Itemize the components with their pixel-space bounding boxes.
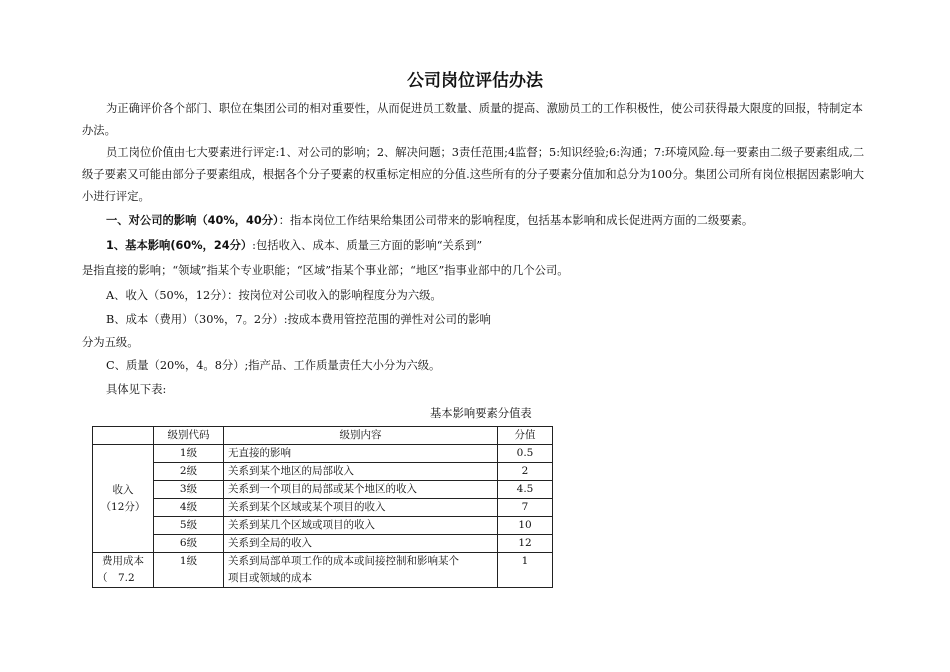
item-a-income: A、收入（50%，12分）：按岗位对公司收入的影响程度分为六级。	[106, 289, 442, 302]
intro-paragraph: 为正确评价各个部门、职位在集团公司的相对重要性，从而促进员工数量、质量的提高、激励员工的工作积极性，使公司获得最大限度的回报，特制定本办法。	[82, 102, 863, 137]
cost-label: 费用成本	[102, 555, 144, 567]
level-content: 关系到某个区域或某个项目的收入	[224, 499, 498, 517]
level-code: 6级	[154, 535, 224, 553]
score-table	[92, 426, 553, 588]
cost-category-cell	[93, 553, 154, 588]
level-content	[224, 553, 498, 588]
section-1-1-text: :包括收入、成本、质量三方面的影响“关系到”	[252, 239, 483, 252]
level-code: 1级	[154, 445, 224, 463]
header-cell-content: 级别内容	[224, 427, 498, 445]
table-row	[93, 499, 553, 517]
table-row	[93, 517, 553, 535]
level-value: 7	[498, 499, 553, 517]
page-title: 公司岗位评估办法	[407, 71, 543, 91]
level-code: 2级	[154, 463, 224, 481]
section-1	[106, 212, 753, 230]
income-category-cell	[93, 445, 154, 553]
level-value: 1	[498, 553, 553, 588]
table-row	[93, 535, 553, 553]
table-row	[93, 463, 553, 481]
detail-note: 具体见下表:	[106, 383, 167, 396]
level-value: 2	[498, 463, 553, 481]
level-code: 5级	[154, 517, 224, 535]
level-content: 无直接的影响	[224, 445, 498, 463]
level-content-line-1: 关系到局部单项工作的成本或间接控制和影响某个	[228, 555, 459, 567]
level-value: 10	[498, 517, 553, 535]
level-content: 关系到某个地区的局部收入	[224, 463, 498, 481]
cost-score: （ 7.2	[97, 572, 135, 584]
table-header-row	[93, 427, 553, 445]
header-cell-blank	[93, 427, 154, 445]
section-1-1-heading: 1、基本影响(60%，24分）	[106, 239, 253, 252]
level-code: 4级	[154, 499, 224, 517]
table-row	[93, 553, 553, 588]
level-value: 12	[498, 535, 553, 553]
section-1-heading: 一、对公司的影响（40%，40分）	[106, 214, 279, 227]
table-row	[93, 445, 553, 463]
header-cell-code: 级别代码	[154, 427, 224, 445]
level-code: 1级	[154, 553, 224, 588]
level-content-line-2: 项目或领域的成本	[228, 572, 312, 584]
item-b-continuation: 分为五级。	[82, 336, 139, 349]
level-content: 关系到一个项目的局部或某个地区的收入	[224, 481, 498, 499]
section-1-text: ：指本岗位工作结果给集团公司带来的影响程度，包括基本影响和成长促进两方面的二级要素。	[278, 214, 754, 227]
section-1-1	[106, 237, 482, 255]
table-caption: 基本影响要素分值表	[430, 407, 532, 420]
section-1-1-continuation: 是指直接的影响；“领域”指某个专业职能；“区域”指某个事业部；“地区”指事业部中的几个公司。	[82, 264, 569, 277]
header-cell-value: 分值	[498, 427, 553, 445]
item-c-quality: C、质量（20%，4。8分）;指产品、工作质量责任大小分为六级。	[106, 359, 441, 372]
level-code: 3级	[154, 481, 224, 499]
income-score: （12分）	[100, 500, 146, 513]
table-row	[93, 481, 553, 499]
level-value: 0.5	[498, 445, 553, 463]
level-value: 4.5	[498, 481, 553, 499]
income-label: 收入	[112, 483, 134, 496]
level-content: 关系到某几个区域或项目的收入	[224, 517, 498, 535]
level-content: 关系到全局的收入	[224, 535, 498, 553]
item-b-cost: B、成本（费用）（30%，7。2分）:按成本费用管控范围的弹性对公司的影响	[106, 313, 491, 326]
factors-paragraph: 员工岗位价值由七大要素进行评定:1、对公司的影响；2、解决问题；3责任范围;4监督；5:知识经验;6:沟通；7:环境风险.每一要素由二级子要素组成,二级子要素又可能由部分子要素组成，根据各个分子要素的权重标定相应的分值.这些所有的分子要素分值加和总分为100分。集团公司所有岗位根据因素影响大小进行评定。	[82, 146, 865, 203]
